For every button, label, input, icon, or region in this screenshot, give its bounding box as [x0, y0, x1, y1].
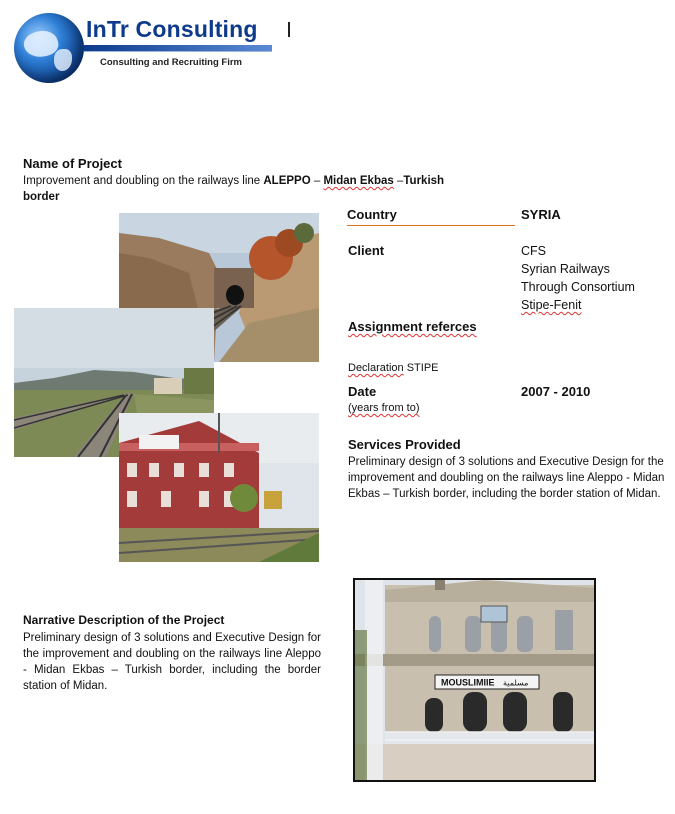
text-cursor [288, 22, 290, 37]
logo-subtitle: Consulting and Recruiting Firm [100, 57, 242, 68]
date-label: Date [348, 384, 377, 399]
date-sublabel: (years from to) [348, 402, 420, 414]
station-sign-latin: MOUSLIMIIE [441, 677, 495, 688]
country-underline [347, 225, 515, 226]
client-line: Syrian Railways [521, 262, 610, 276]
mouslimiie-station-photo-svg [355, 580, 594, 780]
project-name-turkish: Turkish border [23, 175, 445, 203]
declaration-row [348, 362, 439, 374]
project-name-dash-1: – [310, 175, 324, 187]
logo-bar-thin [84, 51, 272, 52]
assignment-label: Assignment referces [348, 319, 477, 334]
narrative-heading: Narrative Description of the Project [23, 613, 225, 627]
station-building-photo-svg [119, 413, 319, 562]
declaration-label: Declaration [348, 362, 404, 374]
client-line: Through Consortium [521, 280, 635, 294]
client-label: Client [348, 243, 385, 258]
station-building-photo [119, 413, 319, 562]
client-lines [521, 242, 635, 314]
project-name-aleppo: ALEPPO [263, 175, 311, 187]
mouslimiie-station-photo [353, 578, 596, 782]
name-of-project-heading: Name of Project [23, 156, 122, 171]
services-label: Services Provided [348, 437, 461, 452]
country-value: SYRIA [521, 207, 561, 222]
narrative-text: Preliminary design of 3 solutions and Executive Design for the improvement and doubling on the railways line Aleppo - Midan Ekbas – Turkish border, including the border station of Midan. [23, 632, 321, 692]
client-line: Stipe-Fenit [521, 298, 582, 312]
project-name-midan: Midan Ekbas [323, 175, 394, 187]
project-name-prefix: Improvement and doubling on the railways line [23, 175, 264, 187]
project-name-text [23, 173, 463, 205]
country-label: Country [347, 207, 397, 222]
logo-title: InTr Consulting [86, 16, 258, 42]
client-line: CFS [521, 244, 546, 258]
globe-logo-icon [14, 13, 84, 83]
declaration-value: STIPE [406, 362, 439, 374]
station-sign-arabic: مسلمية [503, 678, 529, 688]
services-text: Preliminary design of 3 solutions and Executive Design for the improvement and doubling on the railways line Aleppo - Midan Ekbas – Turkish border, including the border station of Midan. [348, 456, 665, 500]
date-value: 2007 - 2010 [521, 384, 591, 399]
project-name-dash-2: – [393, 175, 404, 187]
